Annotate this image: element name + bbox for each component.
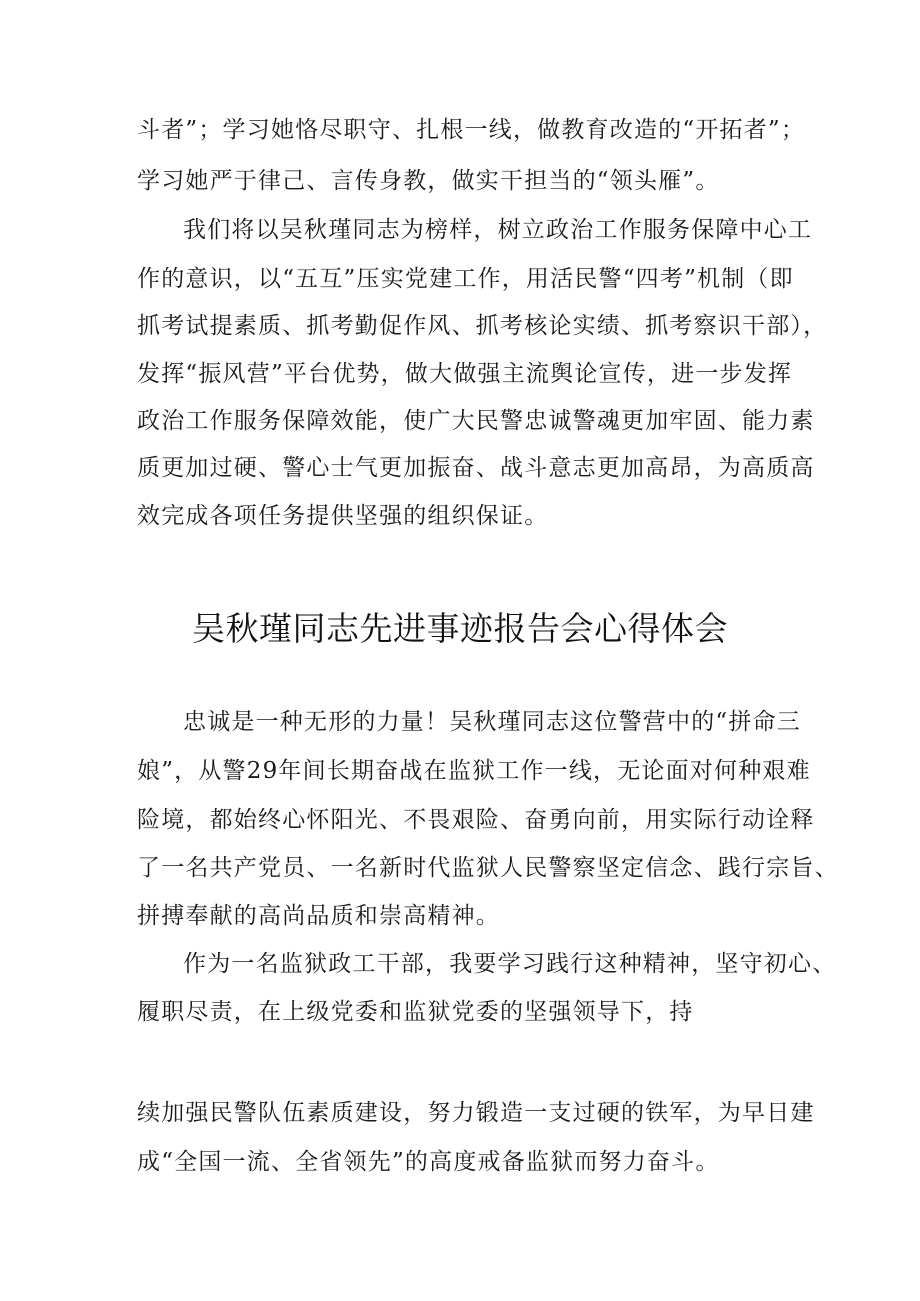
paragraph-line: 抓考试提素质、抓考勤促作风、抓考核论实绩、抓考察识干部）， <box>137 313 828 339</box>
paragraph-line: 斗者”；学习她恪尽职守、扎根一线，做教育改造的“开拓者”； <box>137 117 806 143</box>
paragraph-line: 忠诚是一种无形的力量！吴秋瑾同志这位警营中的“拼命三 <box>183 709 801 735</box>
paragraph-line: 质更加过硬、警心士气更加振奋、战斗意志更加高昂，为高质高 <box>137 455 815 481</box>
paragraph-line: 了一名共产党员、一名新时代监狱人民警察坚定信念、践行宗旨、 <box>137 855 839 881</box>
paragraph-line: 作的意识，以“五互”压实党建工作，用活民警“四考”机制（即 <box>137 266 794 292</box>
paragraph-line: 效完成各项任务提供坚强的组织保证。 <box>137 503 549 529</box>
paragraph-line: 作为一名监狱政工干部，我要学习践行这种精神，坚守初心、 <box>183 951 837 977</box>
paragraph-line: 续加强民警队伍素质建设，努力锻造一支过硬的铁军，为早日建 <box>137 1100 815 1126</box>
paragraph-line: 学习她严于律己、言传身教，做实干担当的“领头雁”。 <box>137 168 720 194</box>
paragraph-line: 发挥“振风营”平台优势，做大做强主流舆论宣传，进一步发挥 <box>137 361 793 387</box>
paragraph-line: 娘”，从警29年间长期奋战在监狱工作一线，无论面对何种艰难 <box>137 758 811 784</box>
paragraph-line: 险境，都始终心怀阳光、不畏艰险、奋勇向前，用实际行动诠释 <box>137 807 815 833</box>
paragraph-line: 履职尽责，在上级党委和监狱党委的坚强领导下，持 <box>137 999 694 1025</box>
paragraph-line: 成“全国一流、全省领先”的高度戒备监狱而努力奋斗。 <box>137 1149 720 1175</box>
paragraph-line: 我们将以吴秋瑾同志为榜样，树立政治工作服务保障中心工 <box>183 217 813 243</box>
paragraph-line: 政治工作服务保障效能，使广大民警忠诚警魂更加牢固、能力素 <box>137 408 815 434</box>
section-title: 吴秋瑾同志先进事迹报告会心得体会 <box>192 609 728 648</box>
paragraph-line: 拼搏奉献的高尚品质和崇高精神。 <box>137 903 500 929</box>
